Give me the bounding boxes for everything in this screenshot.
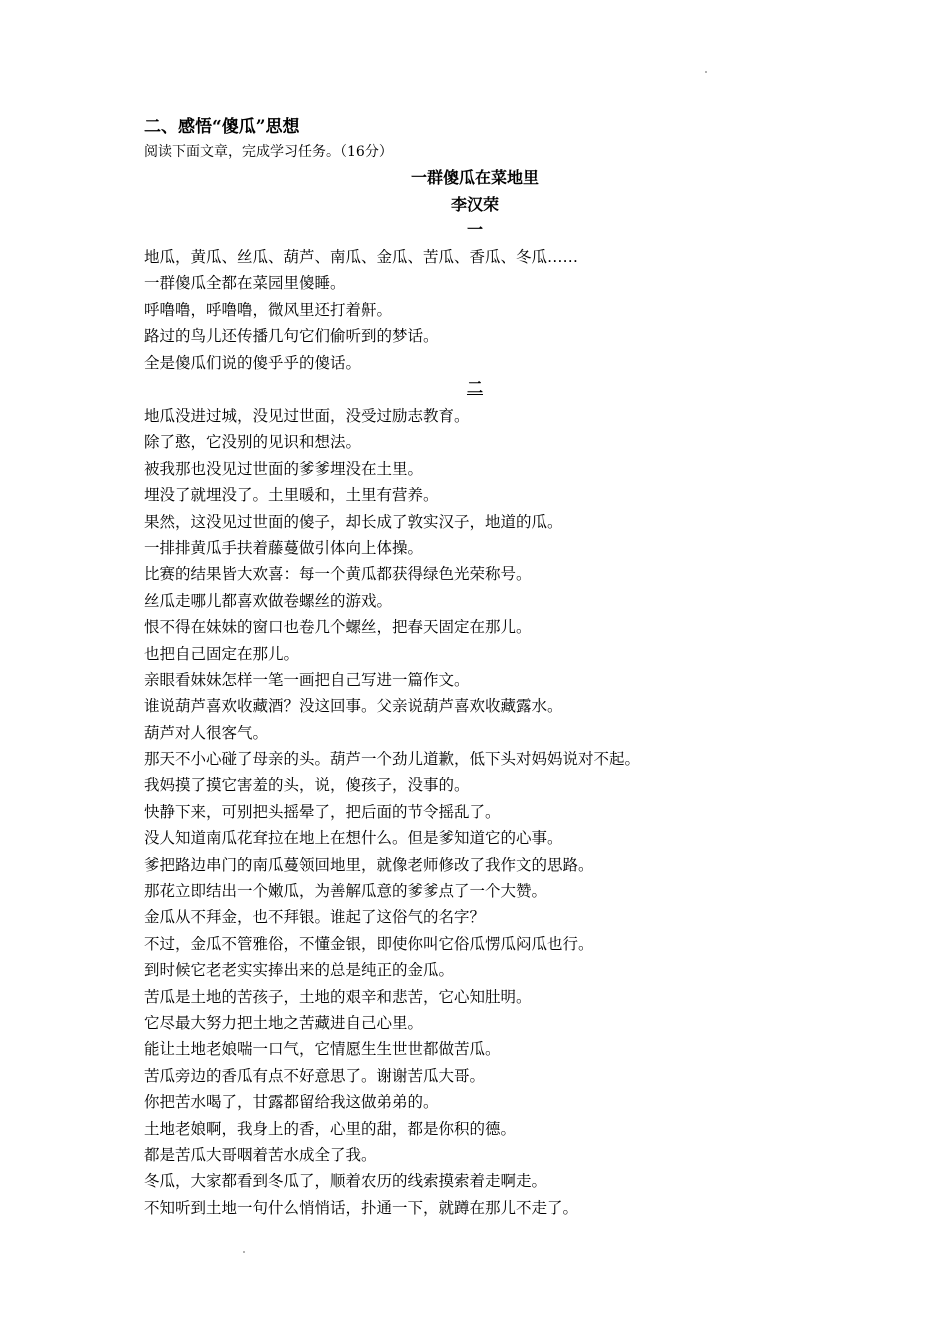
poem-author: 李汉荣 [450, 195, 499, 214]
poem-line: 一排排黄瓜手扶着藤蔓做引体向上体操。 [144, 538, 424, 557]
poem-line: 也把自己固定在那儿。 [144, 644, 300, 663]
poem-line: 冬瓜，大家都看到冬瓜了，顺着农历的线索摸索着走啊走。 [144, 1172, 548, 1191]
poem-line: 地瓜，黄瓜、丝瓜、葫芦、南瓜、金瓜、苦瓜、香瓜、冬瓜…… [144, 248, 579, 266]
poem-line: 到时候它老老实实捧出来的总是纯正的金瓜。 [144, 961, 455, 980]
poem-title: 一群傻瓜在菜地里 [410, 168, 539, 187]
poem-line: 比赛的结果皆大欢喜：每一个黄瓜都获得绿色光荣称号。 [144, 565, 532, 584]
poem-line: 它尽最大努力把土地之苦藏进自己心里。 [144, 1013, 424, 1032]
poem-line: 都是苦瓜大哥咽着苦水成全了我。 [144, 1145, 377, 1164]
poem-line: 不知听到土地一句什么悄悄话，扑通一下，就蹲在那儿不走了。 [144, 1198, 579, 1217]
poem-line: 地瓜没进过城，没见过世面，没受过励志教育。 [144, 407, 470, 425]
poem-line: 那花立即结出一个嫩瓜，为善解瓜意的爹爹点了一个大赞。 [144, 882, 548, 901]
poem-line: 我妈摸了摸它害羞的头，说，傻孩子，没事的。 [144, 776, 470, 795]
poem-part-two [144, 403, 640, 1221]
poem-line: 亲眼看妹妹怎样一笔一画把自己写进一篇作文。 [144, 670, 470, 689]
poem-line: 土地老娘啊，我身上的香，心里的甜，都是你积的德。 [144, 1119, 517, 1138]
poem-line: 你把苦水喝了，甘露都留给我这做弟弟的。 [144, 1093, 439, 1112]
part-one-marker: 一 [466, 220, 483, 239]
poem-line: 苦瓜旁边的香瓜有点不好意思了。谢谢苦瓜大哥。 [144, 1066, 486, 1085]
poem-line: 恨不得在妹妹的窗口也卷几个螺丝，把春天固定在那儿。 [144, 618, 532, 637]
poem-line: 除了憨，它没别的见识和想法。 [144, 433, 362, 452]
poem-part-one [144, 244, 578, 376]
poem-line: 没人知道南瓜花耷拉在地上在想什么。但是爹知道它的心事。 [144, 829, 563, 848]
poem-line: 丝瓜走哪儿都喜欢做卷螺丝的游戏。 [144, 591, 393, 610]
poem-line: 一群傻瓜全都在菜园里傻睡。 [144, 274, 346, 293]
poem-line: 不过，金瓜不管雅俗，不懂金银，即使你叫它俗瓜愣瓜闷瓜也行。 [144, 934, 594, 953]
poem-line: 被我那也没见过世面的爹爹埋没在土里。 [144, 459, 424, 478]
poem-line: 苦瓜是土地的苦孩子，土地的艰辛和悲苦，它心知肚明。 [144, 987, 532, 1006]
poem-line: 果然，这没见过世面的傻子，却长成了敦实汉子，地道的瓜。 [144, 512, 563, 531]
poem-line: 葫芦对人很客气。 [144, 723, 269, 742]
poem-line: 那天不小心碰了母亲的头。葫芦一个劲儿道歉，低下头对妈妈说对不起。 [144, 750, 641, 769]
poem-line: 爹把路边串门的南瓜蔓领回地里，就像老师修改了我作文的思路。 [144, 855, 594, 874]
poem-line: 谁说葫芦喜欢收藏酒？没这回事。父亲说葫芦喜欢收藏露水。 [144, 697, 563, 716]
poem-line: 呼噜噜，呼噜噜，微风里还打着鼾。 [144, 300, 393, 319]
part-two-marker: 二 [466, 378, 483, 397]
scan-mark [243, 1251, 245, 1253]
poem-line: 快静下来，可别把头摇晕了，把后面的节令摇乱了。 [144, 802, 501, 821]
section-heading: 二、感悟“傻瓜”思想 [144, 117, 300, 137]
poem-line: 路过的鸟儿还传播几句它们偷听到的梦话。 [144, 327, 439, 346]
instruction-text: 阅读下面文章，完成学习任务。（16分） [144, 144, 393, 160]
poem-line: 能让土地老娘喘一口气，它情愿生生世世都做苦瓜。 [144, 1040, 501, 1059]
scan-mark [705, 71, 707, 73]
poem-line: 埋没了就埋没了。土里暖和，土里有营养。 [144, 486, 439, 505]
poem-line: 金瓜从不拜金，也不拜银。谁起了这俗气的名字？ [144, 908, 486, 927]
poem-line: 全是傻瓜们说的傻乎乎的傻话。 [144, 353, 362, 372]
